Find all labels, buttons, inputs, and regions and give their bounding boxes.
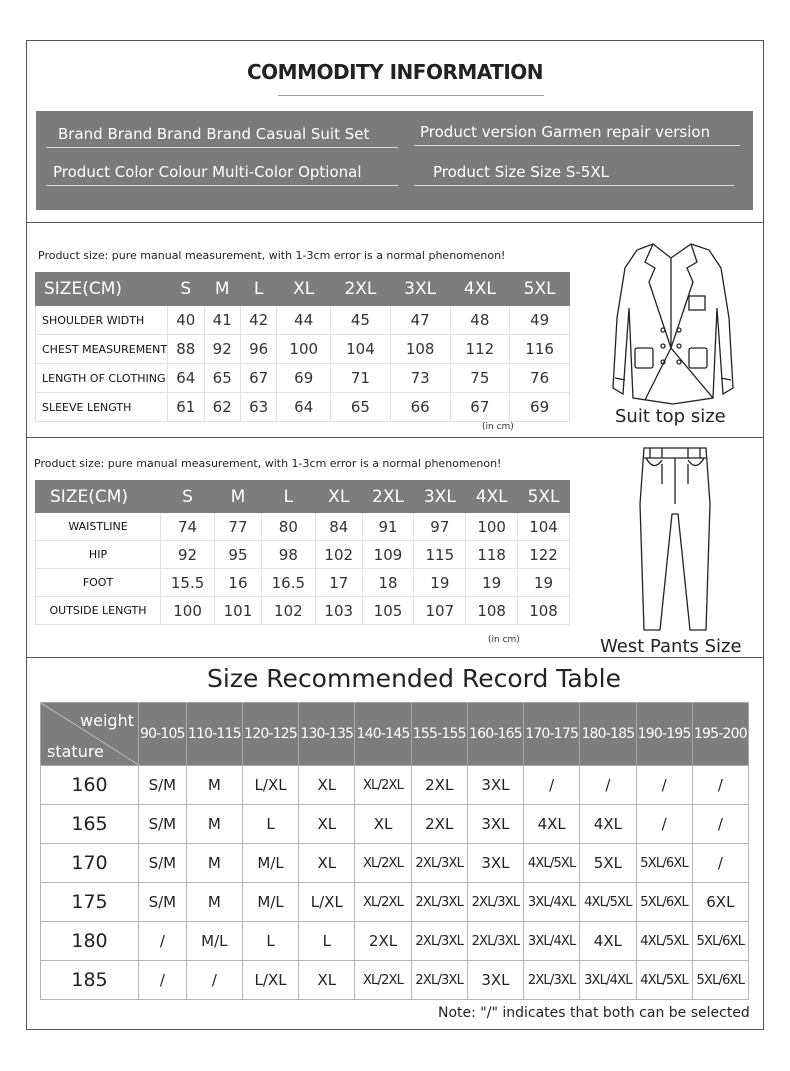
size-value-cell: 102 (315, 541, 362, 569)
size-header-cell: M (215, 481, 262, 513)
weight-header-row (41, 703, 749, 766)
color-info: Product Color Colour Multi-Color Optional (46, 163, 398, 186)
table-row (41, 961, 749, 1000)
size-value-cell: 69 (510, 393, 570, 422)
size-header-cell: M (204, 273, 240, 306)
size-value-cell: 101 (215, 597, 262, 625)
recommend-size-cell: 5XL/6XL (692, 922, 748, 961)
pants-unit-label: (in cm) (488, 635, 520, 645)
weight-header-cell: 160-165 (467, 703, 523, 766)
recommend-size-cell: 4XL/5XL (524, 844, 580, 883)
size-header-cell: L (240, 273, 276, 306)
recommend-size-cell: 3XL (467, 844, 523, 883)
table-row (36, 364, 570, 393)
size-value-cell: 62 (204, 393, 240, 422)
size-value-cell: 48 (450, 306, 510, 335)
size-value-cell: 16.5 (261, 569, 315, 597)
commodity-title: COMMODITY INFORMATION (246, 60, 543, 84)
stature-cell: 180 (41, 922, 139, 961)
row-label: LENGTH OF CLOTHING (36, 364, 168, 393)
top-measurement-note: Product size: pure manual measurement, with 1-3cm error is a normal phenomenon! (38, 249, 506, 262)
table-row (41, 844, 749, 883)
size-value-cell: 67 (450, 393, 510, 422)
size-value-cell: 80 (261, 513, 315, 541)
size-value-cell: 69 (277, 364, 331, 393)
recommend-size-cell: / (636, 766, 692, 805)
recommend-size-cell: L (242, 805, 298, 844)
recommend-size-cell: 5XL/6XL (636, 883, 692, 922)
pants-size-table (35, 480, 570, 625)
table-row (41, 805, 749, 844)
size-header-cell: 2XL (331, 273, 391, 306)
size-value-cell: 118 (466, 541, 518, 569)
recommend-size-cell: XL/2XL (355, 961, 411, 1000)
stature-cell: 165 (41, 805, 139, 844)
recommend-size-cell: XL (299, 805, 355, 844)
size-value-cell: 49 (510, 306, 570, 335)
recommend-size-cell: 2XL/3XL (524, 961, 580, 1000)
recommend-size-cell: 2XL/3XL (411, 883, 467, 922)
size-value-cell: 19 (414, 569, 466, 597)
size-value-cell: 15.5 (161, 569, 215, 597)
table-row (36, 597, 570, 625)
size-value-cell: 107 (414, 597, 466, 625)
size-value-cell: 109 (362, 541, 414, 569)
recommend-size-cell: / (139, 922, 187, 961)
size-info: Product Size Size S-5XL (414, 163, 734, 186)
recommend-size-cell: 3XL/4XL (580, 961, 636, 1000)
recommend-size-cell: / (636, 805, 692, 844)
size-header-cell: 2XL (362, 481, 414, 513)
stature-cell: 170 (41, 844, 139, 883)
stature-cell: 175 (41, 883, 139, 922)
recommend-size-cell: XL (299, 961, 355, 1000)
weight-header-cell: 130-135 (299, 703, 355, 766)
weight-label: weight (80, 711, 134, 730)
recommend-size-cell: / (692, 766, 748, 805)
recommend-size-cell: 4XL/5XL (636, 922, 692, 961)
recommend-size-cell: 2XL (411, 766, 467, 805)
size-value-cell: 71 (331, 364, 391, 393)
table-corner-cell (41, 703, 139, 766)
size-header-cell: 5XL (510, 273, 570, 306)
size-value-cell: 98 (261, 541, 315, 569)
version-info: Product version Garmen repair version (414, 123, 740, 146)
weight-header-cell: 170-175 (524, 703, 580, 766)
row-label: FOOT (36, 569, 161, 597)
table-row (36, 513, 570, 541)
recommend-size-cell: L/XL (242, 766, 298, 805)
recommend-size-cell: L/XL (299, 883, 355, 922)
stature-cell: 160 (41, 766, 139, 805)
size-value-cell: 100 (277, 335, 331, 364)
stature-cell: 185 (41, 961, 139, 1000)
size-value-cell: 104 (518, 513, 570, 541)
recommend-size-cell: L/XL (242, 961, 298, 1000)
stature-label: stature (47, 742, 104, 761)
brand-info: Brand Brand Brand Brand Casual Suit Set (46, 125, 398, 148)
size-value-cell: 105 (362, 597, 414, 625)
size-value-cell: 122 (518, 541, 570, 569)
weight-header-cell: 190-195 (636, 703, 692, 766)
recommend-size-cell: / (524, 766, 580, 805)
size-header-cell: 4XL (450, 273, 510, 306)
size-value-cell: 17 (315, 569, 362, 597)
recommend-size-cell: L (299, 922, 355, 961)
recommend-size-cell: 5XL/6XL (692, 961, 748, 1000)
size-header-cell: 5XL (518, 481, 570, 513)
recommend-size-cell: L (242, 922, 298, 961)
size-value-cell: 64 (277, 393, 331, 422)
size-value-cell: 108 (390, 335, 450, 364)
recommend-size-cell: 4XL (524, 805, 580, 844)
weight-header-cell: 155-155 (411, 703, 467, 766)
size-value-cell: 42 (240, 306, 276, 335)
row-label: CHEST MEASUREMENT (36, 335, 168, 364)
size-value-cell: 16 (215, 569, 262, 597)
size-value-cell: 19 (466, 569, 518, 597)
recommend-size-cell: M/L (242, 883, 298, 922)
recommend-size-cell: XL (299, 844, 355, 883)
size-value-cell: 41 (204, 306, 240, 335)
size-value-cell: 64 (168, 364, 204, 393)
recommend-size-cell: 2XL/3XL (411, 844, 467, 883)
recommend-size-cell: 3XL/4XL (524, 883, 580, 922)
recommend-size-cell: 4XL (580, 805, 636, 844)
size-value-cell: 95 (215, 541, 262, 569)
section-divider (26, 437, 764, 438)
size-value-cell: 44 (277, 306, 331, 335)
section-divider (26, 657, 764, 658)
size-value-cell: 76 (510, 364, 570, 393)
recommend-size-cell: / (580, 766, 636, 805)
size-recommend-table (40, 702, 749, 1000)
size-header-row (36, 273, 570, 306)
recommend-size-cell: M (186, 766, 242, 805)
size-value-cell: 88 (168, 335, 204, 364)
recommend-size-cell: 2XL/3XL (467, 883, 523, 922)
weight-header-cell: 195-200 (692, 703, 748, 766)
table-row (36, 306, 570, 335)
weight-header-cell: 110-115 (186, 703, 242, 766)
recommend-size-cell: XL (355, 805, 411, 844)
recommend-size-cell: 2XL (411, 805, 467, 844)
size-header-cell: L (261, 481, 315, 513)
size-header-cell: XL (277, 273, 331, 306)
recommend-size-cell: 4XL/5XL (636, 961, 692, 1000)
section-divider (26, 222, 764, 223)
row-label: OUTSIDE LENGTH (36, 597, 161, 625)
recommend-title: Size Recommended Record Table (207, 664, 621, 693)
table-row (41, 922, 749, 961)
recommend-size-cell: XL/2XL (355, 883, 411, 922)
size-value-cell: 63 (240, 393, 276, 422)
size-value-cell: 18 (362, 569, 414, 597)
size-header-cell: XL (315, 481, 362, 513)
table-row (36, 393, 570, 422)
recommend-size-cell: / (139, 961, 187, 1000)
recommend-size-cell: S/M (139, 883, 187, 922)
size-header-cell: S (168, 273, 204, 306)
recommend-size-cell: 2XL/3XL (411, 922, 467, 961)
size-value-cell: 92 (161, 541, 215, 569)
recommend-size-cell: M (186, 883, 242, 922)
title-underline (278, 95, 544, 96)
size-value-cell: 97 (414, 513, 466, 541)
recommend-size-cell: M/L (242, 844, 298, 883)
size-value-cell: 108 (518, 597, 570, 625)
size-value-cell: 96 (240, 335, 276, 364)
size-value-cell: 108 (466, 597, 518, 625)
size-value-cell: 67 (240, 364, 276, 393)
size-value-cell: 104 (331, 335, 391, 364)
recommend-size-cell: 2XL (355, 922, 411, 961)
size-value-cell: 65 (204, 364, 240, 393)
recommend-size-cell: / (186, 961, 242, 1000)
row-label: SLEEVE LENGTH (36, 393, 168, 422)
size-value-cell: 45 (331, 306, 391, 335)
table-row (36, 569, 570, 597)
weight-header-cell: 90-105 (139, 703, 187, 766)
size-value-cell: 47 (390, 306, 450, 335)
weight-header-cell: 140-145 (355, 703, 411, 766)
size-value-cell: 92 (204, 335, 240, 364)
pants-icon (636, 444, 716, 634)
recommend-size-cell: XL/2XL (355, 766, 411, 805)
recommend-size-cell: 4XL/5XL (580, 883, 636, 922)
pants-measurement-note: Product size: pure manual measurement, with 1-3cm error is a normal phenomenon! (34, 457, 502, 470)
size-header-cell: 4XL (466, 481, 518, 513)
table-row (41, 766, 749, 805)
recommend-size-cell: S/M (139, 844, 187, 883)
size-value-cell: 65 (331, 393, 391, 422)
recommend-size-cell: XL (299, 766, 355, 805)
top-unit-label: (in cm) (482, 422, 514, 432)
recommend-size-cell: 2XL/3XL (411, 961, 467, 1000)
size-value-cell: 61 (168, 393, 204, 422)
size-value-cell: 73 (390, 364, 450, 393)
recommend-size-cell: M (186, 805, 242, 844)
recommend-size-cell: 3XL (467, 766, 523, 805)
size-value-cell: 40 (168, 306, 204, 335)
size-value-cell: 91 (362, 513, 414, 541)
recommend-size-cell: S/M (139, 766, 187, 805)
commodity-info-box (36, 111, 753, 210)
size-value-cell: 103 (315, 597, 362, 625)
size-value-cell: 75 (450, 364, 510, 393)
recommend-size-cell: 5XL (580, 844, 636, 883)
recommend-size-cell: / (692, 844, 748, 883)
recommend-size-cell: XL/2XL (355, 844, 411, 883)
size-header-cell: 3XL (390, 273, 450, 306)
recommend-size-cell: / (692, 805, 748, 844)
size-value-cell: 116 (510, 335, 570, 364)
size-value-cell: 77 (215, 513, 262, 541)
weight-header-cell: 180-185 (580, 703, 636, 766)
size-value-cell: 19 (518, 569, 570, 597)
recommend-size-cell: 2XL/3XL (467, 922, 523, 961)
size-value-cell: 100 (466, 513, 518, 541)
weight-header-cell: 120-125 (242, 703, 298, 766)
size-header-cell: 3XL (414, 481, 466, 513)
recommend-size-cell: M/L (186, 922, 242, 961)
recommend-size-cell: 5XL/6XL (636, 844, 692, 883)
size-value-cell: 74 (161, 513, 215, 541)
recommend-size-cell: S/M (139, 805, 187, 844)
recommend-size-cell: 3XL (467, 805, 523, 844)
row-label: SHOULDER WIDTH (36, 306, 168, 335)
size-header-cell: S (161, 481, 215, 513)
size-header-label: SIZE(CM) (36, 273, 168, 306)
suit-jacket-icon (605, 238, 740, 408)
recommend-size-cell: M (186, 844, 242, 883)
size-value-cell: 102 (261, 597, 315, 625)
row-label: WAISTLINE (36, 513, 161, 541)
table-row (36, 541, 570, 569)
recommend-size-cell: 3XL/4XL (524, 922, 580, 961)
size-value-cell: 115 (414, 541, 466, 569)
table-row (36, 335, 570, 364)
pants-caption: West Pants Size (600, 636, 742, 657)
row-label: HIP (36, 541, 161, 569)
size-header-label: SIZE(CM) (36, 481, 161, 513)
size-value-cell: 84 (315, 513, 362, 541)
recommend-size-cell: 6XL (692, 883, 748, 922)
recommend-footnote: Note: "/" indicates that both can be selected (438, 1005, 750, 1021)
table-row (41, 883, 749, 922)
recommend-size-cell: 4XL (580, 922, 636, 961)
size-header-row (36, 481, 570, 513)
suit-top-size-table (35, 272, 570, 422)
suit-top-caption: Suit top size (615, 406, 726, 427)
size-value-cell: 100 (161, 597, 215, 625)
recommend-size-cell: 3XL (467, 961, 523, 1000)
size-value-cell: 66 (390, 393, 450, 422)
size-value-cell: 112 (450, 335, 510, 364)
